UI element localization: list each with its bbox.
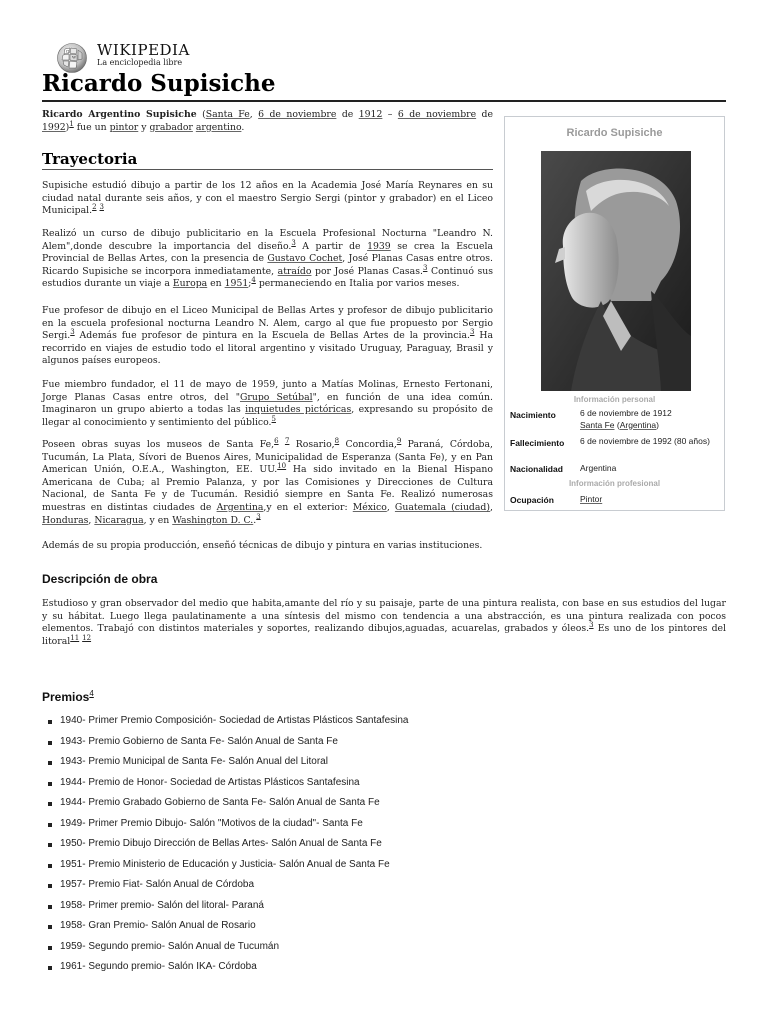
text-fragment: Además fue profesor de pintura en la Escuela de Bellas Artes de la provincia. [74,330,470,342]
citation-ref[interactable]: 4 [89,689,94,698]
text-fragment: , expresando su propósito de llegar al conocimiento y sentimiento del público. [42,404,493,428]
text-fragment: Es uno de los pintores del litoral [42,623,726,647]
link-birth-date[interactable]: 6 de noviembre [258,109,337,120]
portrait-photo[interactable] [541,151,691,391]
citation-ref[interactable]: 12 [82,633,92,642]
section-heading-trayectoria: Trayectoria [42,150,138,168]
text-fragment: ,y en el exterior: [263,501,353,513]
award-item: 1958- Gran Premio- Salón Anual de Rosario [46,916,409,937]
citation-ref[interactable]: 3 [70,328,75,337]
svg-text:W: W [72,54,77,60]
infobox-label-ocupacion: Ocupación [510,495,554,505]
text-fragment: Supisiche estudió dibujo a partir de los 12 años en la Academia José María Reynares en su ciudad natal durante seis años, y con el maestro Sergio Sergi (pintor y grabador) en el Liceo Municipal. [42,180,493,217]
text-fragment: ( [196,109,206,120]
text-fragment: Concordia, [339,439,397,450]
awards-list [46,711,409,978]
intro-paragraph [42,109,493,134]
citation-ref[interactable]: 4 [251,276,256,285]
link-inquietudes[interactable]: inquietudes pictóricas [245,404,352,416]
citation-ref[interactable]: 3 [99,203,104,212]
svg-text:Ω: Ω [66,48,70,54]
citation-ref[interactable]: 5 [271,414,276,423]
citation-ref[interactable]: 7 [284,436,290,445]
trayectoria-paragraph-6: Además de su propia producción, enseñó técnicas de dibujo y pintura en varias instituciones. [42,540,483,551]
link-honduras[interactable]: Honduras [42,514,89,526]
citation-ref[interactable]: 3 [291,238,296,247]
text-fragment: ", en función de una idea común. Imaginaron un grupo abierto a todas las [42,391,493,416]
citation-ref[interactable]: 1 [69,119,74,128]
wikipedia-tagline: La enciclopedia libre [97,58,183,67]
citation-ref[interactable]: 8 [334,436,340,445]
citation-ref[interactable]: 3 [469,328,475,337]
link-santa-fe[interactable]: Santa Fe [580,419,615,430]
text-fragment: ) [65,121,70,133]
citation-ref[interactable]: 3 [589,621,594,630]
text-fragment: de [476,109,494,120]
award-item: 1944- Premio Grabado Gobierno de Santa Fe- Salón Anual de Santa Fe [46,793,409,814]
citation-ref[interactable]: 9 [396,436,402,445]
citation-ref[interactable]: 3 [256,512,261,521]
text-fragment: A partir de [295,240,368,252]
link-pintor[interactable]: pintor [109,121,139,133]
infobox-label-fallecimiento: Fallecimiento [510,438,565,448]
link-1939[interactable]: 1939 [367,240,391,252]
citation-ref[interactable]: 11 [70,633,80,642]
infobox [504,116,725,511]
link-mexico[interactable]: México [352,501,387,513]
text-fragment: Fue miembro fundador, el 11 de mayo de 1959, junto a Matías Molinas, Ernesto Fertonani, Jorge Planas Casas entre otros, del " [42,379,493,403]
link-santa-fe[interactable]: Santa Fe [205,109,250,120]
infobox-section-profesional: Información profesional [568,479,661,488]
text-fragment: fue un [73,121,110,133]
text-fragment: , [88,514,95,526]
award-item: 1940- Primer Premio Composición- Sociedad de Artistas Plásticos Santafesina [46,711,409,732]
link-nicaragua[interactable]: Nicaragua [94,514,144,526]
award-item: 1950- Premio Dibujo Dirección de Bellas Artes- Salón Anual de Santa Fe [46,834,409,855]
text-fragment: permaneciendo en Italia por varios meses. [255,278,460,290]
award-item: 1943- Premio Municipal de Santa Fe- Salón Anual del Litoral [46,752,409,773]
text-fragment: , y en [143,514,173,526]
subject-name: Ricardo Argentino Supisiche [42,109,197,120]
award-item: 1943- Premio Gobierno de Santa Fe- Salón Anual de Santa Fe [46,732,409,753]
infobox-title: Ricardo Supisiche [566,127,663,139]
link-washington[interactable]: Washington D. C. [172,514,254,526]
link-gustavo-cochet[interactable]: Gustavo Cochet [267,253,343,265]
section-divider [42,169,493,170]
wikipedia-wordmark[interactable]: WIKIPEDIA [97,41,190,59]
page-title: Ricardo Supisiche [42,70,276,97]
award-item: 1958- Primer premio- Salón del litoral- Paraná [46,896,409,917]
trayectoria-paragraph-5 [42,436,494,527]
award-item: 1959- Segundo premio- Salón Anual de Tucumán [46,937,409,958]
citation-ref[interactable]: 10 [277,462,287,471]
link-argentina[interactable]: Argentina [619,419,657,430]
text-fragment: , [386,501,395,513]
trayectoria-paragraph-1 [42,180,493,218]
infobox-value-fallecimiento: 6 de noviembre de 1992 (80 años) [580,436,710,446]
text-fragment: ) [656,419,659,430]
text-fragment: se crea la Escuela Provincial de Bellas Artes, con la presencia de [42,240,493,265]
citation-ref[interactable]: 2 [92,203,97,212]
text-fragment: Continuó sus estudios durante un viaje a [42,265,493,290]
citation-ref[interactable]: 3 [422,263,428,272]
infobox-value-nacionalidad: Argentina [580,463,617,473]
infobox-value-nacimiento [580,408,718,431]
text-fragment: Paraná, Córdoba, Tucumán, La Plata, Sívori de Buenos Aires, Municipalidad de Esperanza (Santa Fe), y en Pan American Unión, O.E.A., Washington, EE. UU. [42,439,493,476]
link-guatemala[interactable]: Guatemala (ciudad) [394,501,491,513]
infobox-value-ocupacion [580,494,718,506]
trayectoria-paragraph-2 [42,228,493,291]
text-fragment: Fue profesor de dibujo en el Liceo Municipal de Bellas Artes y profesor de dibujo publicitario en la escuela profesional nocturna Leandro N. Alem, cargo al que fue propuesto por Sergio Sergi. [42,305,493,342]
trayectoria-paragraph-4 [42,379,493,429]
title-divider [42,100,726,102]
link-birth-year[interactable]: 1912 [358,109,383,120]
premios-label: Premios [42,690,90,704]
trayectoria-paragraph-3 [42,305,493,368]
link-death-date[interactable]: 6 de noviembre [397,109,477,120]
text-fragment: Estudioso y gran observador del medio que habita,amante del río y su paisaje, parte de una pintura realista, con base en sus estudios del lugar y su hábitat. Luego llega paulatinamente a una síntesis del mismo con tendencia a una abstracción, es una pintura realizada con pocos elementos. Trabajó con distintos materiales y soportes, realizando dibujos,aguadas, acuarelas, grabados y óleos. [42,598,726,635]
text-fragment: en [207,278,225,290]
text-fragment: . [241,121,245,133]
text-fragment: de [336,109,359,120]
text-fragment: , José Planas Casas entre otros. Ricardo Supisiche se incorpora inmediatamente, [42,253,493,277]
award-item: 1949- Primer Premio Dibujo- Salón "Motivos de la ciudad"- Santa Fe [46,814,409,835]
text-fragment: . [253,514,257,526]
text-fragment: y [138,121,150,133]
text-fragment: ; [248,278,252,290]
text-fragment: por José Planas Casas. [311,265,423,277]
text-fragment: , [249,109,259,120]
link-argentina[interactable]: Argentina [216,501,264,513]
link-grabador[interactable]: grabador [149,121,193,133]
award-item: 1951- Premio Ministerio de Educación y Justicia- Salón Anual de Santa Fe [46,855,409,876]
citation-ref[interactable]: 6 [274,436,279,445]
infobox-section-personal: Información personal [573,395,656,404]
text-fragment: Ha recorrido en viajes de estudio todo el litoral argentino y visitado Uruguay, Paraguay, Brasil y algunos países europeos. [42,330,493,367]
text-fragment: Realizó un curso de dibujo publicitario en la Escuela Profesional Nocturna "Leandro N. Alem",donde descubre la importancia del diseño. [42,228,493,252]
infobox-label-nacimiento: Nacimiento [510,410,556,420]
link-atraido[interactable]: atraído [277,265,312,277]
link-death-year[interactable]: 1992 [42,121,66,133]
descripcion-paragraph [42,598,726,648]
award-item: 1961- Segundo premio- Salón IKA- Córdoba [46,957,409,978]
link-europa[interactable]: Europa [172,278,208,290]
text-fragment: 6 de noviembre de 1912 [580,408,672,418]
text-fragment: Rosario, [289,439,335,450]
text-fragment: ( [614,419,620,430]
award-item: 1944- Premio de Honor- Sociedad de Artistas Plásticos Santafesina [46,773,409,794]
link-grupo-setubal[interactable]: Grupo Setúbal [239,391,313,403]
section-heading-descripcion: Descripción de obra [42,572,158,586]
text-fragment: Ha sido invitado en la Bienal Hispano Americana de Cuba; al Premio Palanza, y por las Comisiones y Direcciones de Cultura Nacional, de Santa Fe y de Tucumán. Residió siempre en Santa Fe. Realizó numerosas muestras en distintas ciudades de [42,464,494,513]
text-fragment: , [490,501,493,513]
text-fragment: – [382,109,398,120]
link-pintor[interactable]: Pintor [580,494,603,504]
link-argentino[interactable]: argentino [195,121,242,133]
link-1951[interactable]: 1951 [224,278,249,290]
award-item: 1957- Premio Fiat- Salón Anual de Córdoba [46,875,409,896]
section-heading-premios [42,690,94,704]
text-fragment: Poseen obras suyas los museos de Santa Fe, [42,439,275,450]
infobox-label-nacionalidad: Nacionalidad [510,464,563,474]
